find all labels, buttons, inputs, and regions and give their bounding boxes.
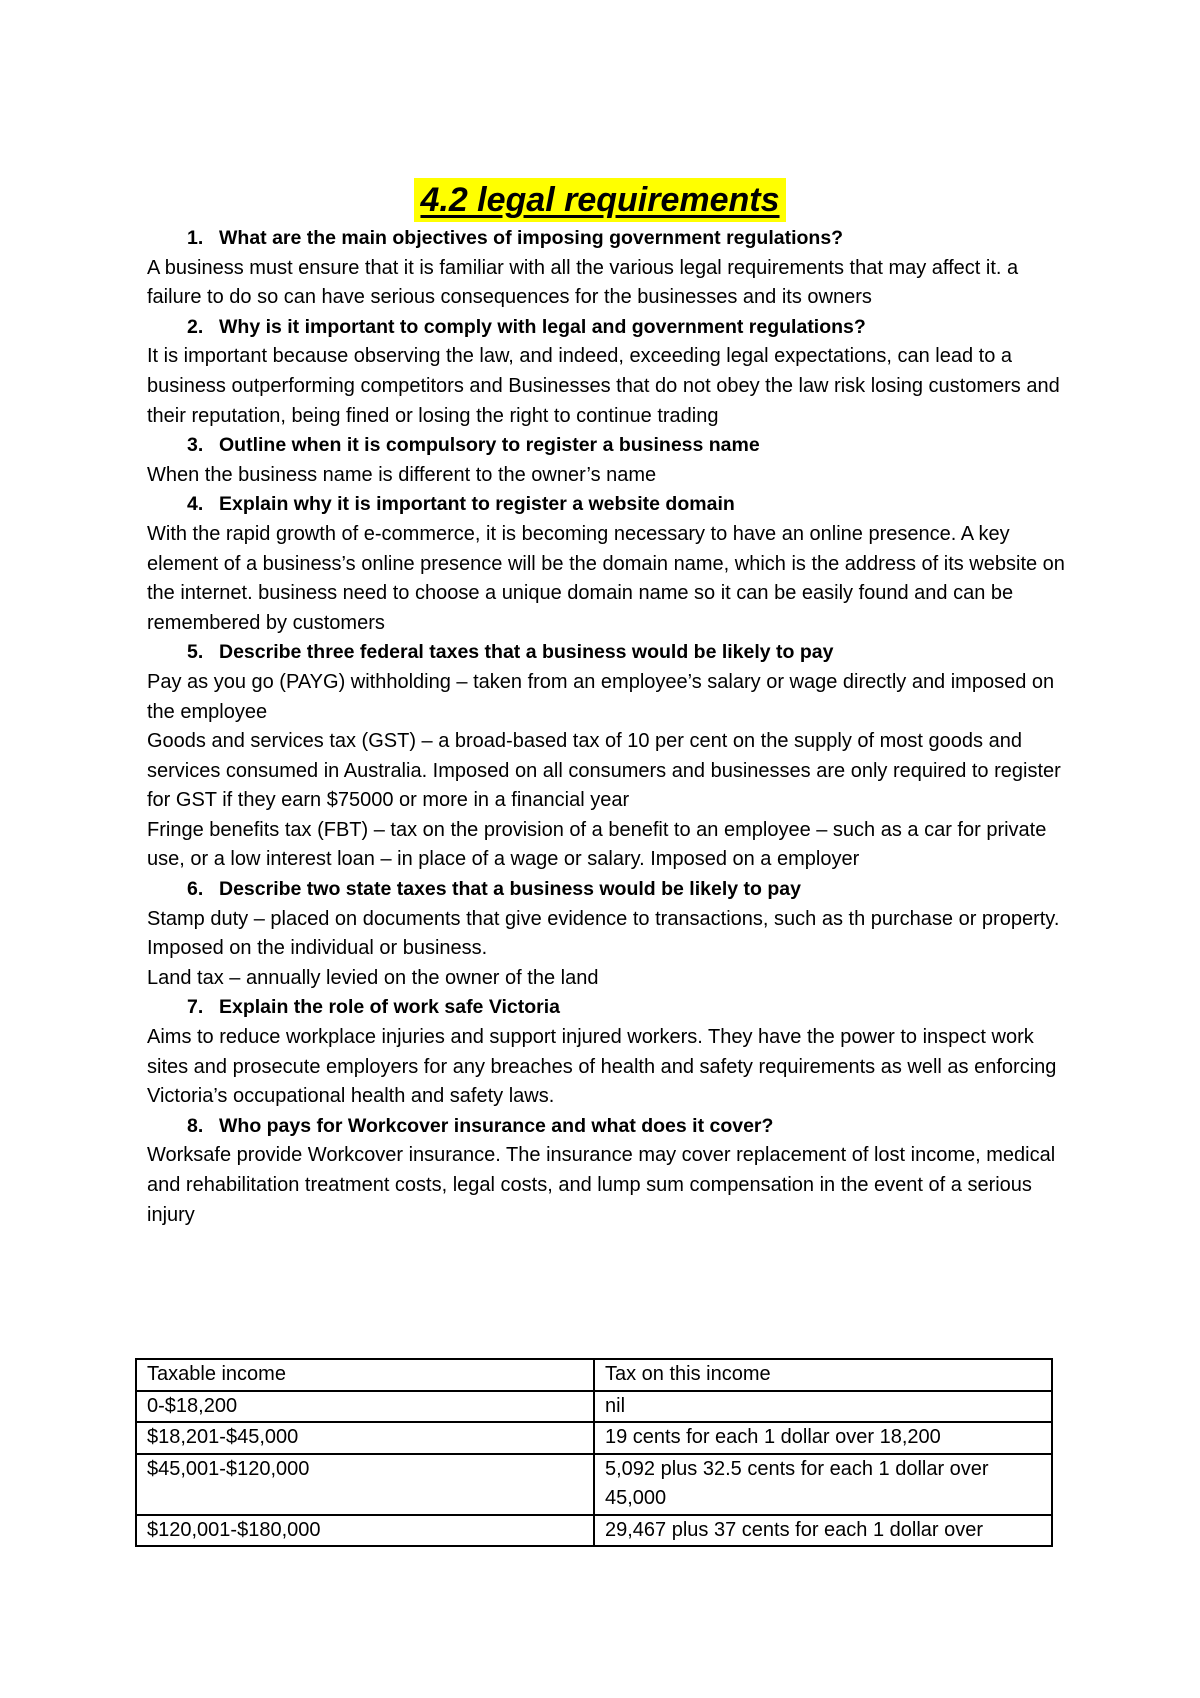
qa-item <box>147 431 1077 490</box>
answer-paragraph: Pay as you go (PAYG) withholding – taken from an employee’s salary or wage directly and imposed on the employee <box>147 670 1055 723</box>
table-cell: 0-$18,200 <box>136 1391 594 1423</box>
qa-item <box>147 875 1077 993</box>
question <box>147 224 1077 254</box>
table-cell: $18,201-$45,000 <box>136 1422 594 1454</box>
table-cell: $120,001-$180,000 <box>136 1515 594 1547</box>
qa-item <box>147 224 1077 313</box>
question-text: Outline when it is compulsory to register a business name <box>219 434 760 457</box>
answer <box>147 1023 1077 1112</box>
answer-paragraph: Aims to reduce workplace injuries and support injured workers. They have the power to inspect work sites and prosecute employers for any breaches of health and safety requirements as well as enforcing Victoria’s occupational health and safety laws. <box>147 1026 1057 1108</box>
answer-paragraph: Goods and services tax (GST) – a broad-based tax of 10 per cent on the supply of most goods and services consumed in Australia. Imposed on all consumers and businesses are only required to register for GST if they earn $75000 or more in a financial year <box>147 730 1061 812</box>
table-cell: $45,001-$120,000 <box>136 1454 594 1515</box>
qa-item <box>147 993 1077 1111</box>
question-number: 2. <box>187 315 204 338</box>
table-row <box>136 1391 1052 1423</box>
answer <box>147 254 1077 313</box>
question-number: 5. <box>187 641 204 664</box>
question-text: Explain the role of work safe Victoria <box>219 996 560 1019</box>
answer <box>147 668 1077 875</box>
answer <box>147 905 1077 994</box>
question-number: 8. <box>187 1114 204 1137</box>
table-header-row <box>136 1359 1052 1391</box>
question <box>147 490 1077 520</box>
question <box>147 993 1077 1023</box>
title-container <box>0 178 1200 222</box>
answer-paragraph: It is important because observing the law, and indeed, exceeding legal expectations, can lead to a business outperforming competitors and Businesses that do not obey the law risk losing customers and their reputation, being fined or losing the right to continue trading <box>147 345 1060 427</box>
qa-section <box>147 224 1077 1230</box>
question <box>147 431 1077 461</box>
table-cell: 29,467 plus 37 cents for each 1 dollar over <box>594 1515 1052 1547</box>
answer-paragraph: A business must ensure that it is familiar with all the various legal requirements that may affect it. a failure to do so can have serious consequences for the businesses and its owners <box>147 256 1019 309</box>
answer-paragraph: Worksafe provide Workcover insurance. The insurance may cover replacement of lost income, medical and rehabilitation treatment costs, legal costs, and lump sum compensation in the event of a serious injury <box>147 1144 1056 1226</box>
table-row <box>136 1515 1052 1547</box>
question <box>147 1112 1077 1142</box>
question-text: Describe three federal taxes that a business would be likely to pay <box>219 641 834 664</box>
answer <box>147 520 1077 638</box>
table-row <box>136 1422 1052 1454</box>
question-number: 4. <box>187 493 204 516</box>
question-number: 7. <box>187 996 204 1019</box>
question-number: 6. <box>187 878 204 901</box>
answer-paragraph: Stamp duty – placed on documents that give evidence to transactions, such as th purchase or property. Imposed on the individual or business. <box>147 907 1060 960</box>
page-title: 4.2 legal requirements <box>414 178 785 222</box>
question-number: 3. <box>187 434 204 457</box>
qa-item <box>147 313 1077 431</box>
answer-paragraph: With the rapid growth of e-commerce, it is becoming necessary to have an online presence. A key element of a business’s online presence will be the domain name, which is the address of its website on the internet. business need to choose a unique domain name so it can be easily found and can be remembered by customers <box>147 522 1065 634</box>
answer-paragraph: Fringe benefits tax (FBT) – tax on the provision of a benefit to an employee – such as a car for private use, or a low interest loan – in place of a wage or salary. Imposed on a employer <box>147 818 1047 871</box>
question-number: 1. <box>187 227 204 249</box>
question <box>147 313 1077 343</box>
table-header-cell: Tax on this income <box>594 1359 1052 1391</box>
answer <box>147 342 1077 431</box>
answer <box>147 1141 1077 1230</box>
question-text: What are the main objectives of imposing government regulations? <box>219 227 844 249</box>
table-cell: 19 cents for each 1 dollar over 18,200 <box>594 1422 1052 1454</box>
question-text: Describe two state taxes that a business would be likely to pay <box>219 878 801 901</box>
table-cell: nil <box>594 1391 1052 1423</box>
table-header-cell: Taxable income <box>136 1359 594 1391</box>
answer-paragraph: Land tax – annually levied on the owner of the land <box>147 966 599 989</box>
question-text: Explain why it is important to register a website domain <box>219 493 735 516</box>
question <box>147 638 1077 668</box>
tax-rates-table <box>135 1358 1053 1547</box>
table-cell: 5,092 plus 32.5 cents for each 1 dollar over 45,000 <box>594 1454 1052 1515</box>
qa-item <box>147 490 1077 638</box>
qa-item <box>147 1112 1077 1230</box>
question-text: Why is it important to comply with legal and government regulations? <box>219 315 866 338</box>
answer <box>147 461 1077 491</box>
question-text: Who pays for Workcover insurance and what does it cover? <box>219 1114 774 1137</box>
question <box>147 875 1077 905</box>
qa-item <box>147 638 1077 875</box>
table-row <box>136 1454 1052 1515</box>
answer-paragraph: When the business name is different to the owner’s name <box>147 463 657 486</box>
